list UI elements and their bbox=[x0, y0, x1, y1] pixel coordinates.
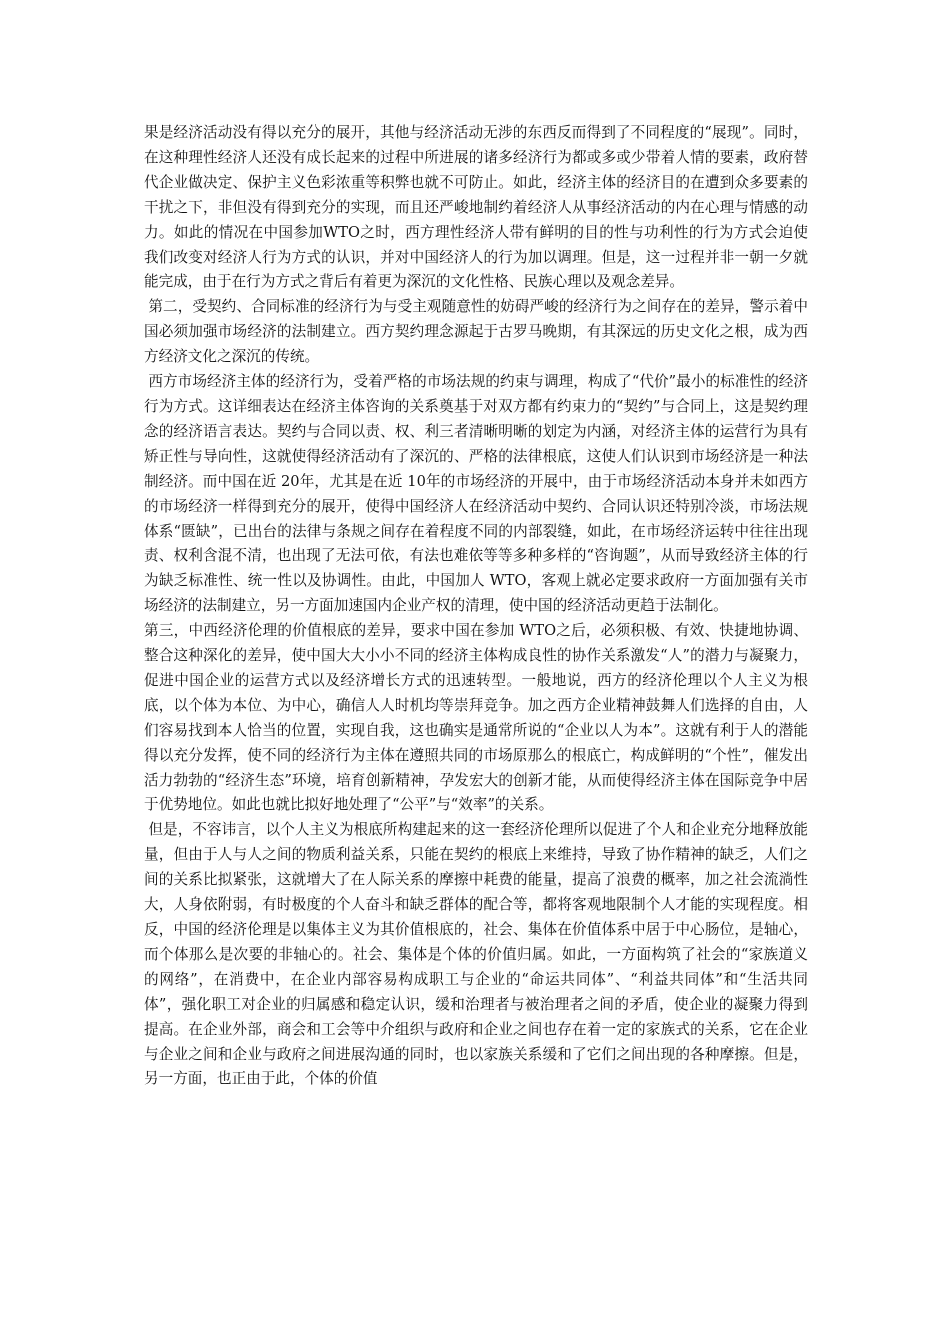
paragraph-4: 第三，中西经济伦理的价值根底的差异，要求中国在参加 WTO之后，必须积极、有效、快捷地协调、整合这种深化的差异，使中国大大小小不同的经济主体构成良性的协作关系激发“人”的潜力与凝聚力，促进中国企业的运营方式以及经济增长方式的迅速转型。一般地说，西方的经济伦理以个人主义为根底，以个体为本位、为中心，确信人人时机均等崇拜竞争。加之西方企业精神鼓舞人们选择的自由，人们容易找到本人恰当的位置，实现自我，这也确实是通常所说的“企业以人为本”。这就有利于人的潜能得以充分发挥，使不同的经济行为主体在遵照共同的市场原那么的根底亡，构成鲜明的“个性”，催发出活力勃勃的“经济生态”环境，培育创新精神，孕发宏大的创新才能，从而使得经济主体在国际竞争中居于优势地位。如此也就比拟好地处理了“公平”与“效率”的关系。 bbox=[144, 622, 808, 814]
paragraph-1: 果是经济活动没有得以充分的展开，其他与经济活动无涉的东西反而得到了不同程度的“展现”。同时，在这种理性经济人还没有成长起来的过程中所进展的诸多经济行为都或多或少带着人情的要素，政府替代企业做决定、保护主义色彩浓重等积弊也就不可防止。如此，经济主体的经济目的在遭到众多要素的干扰之下，非但没有得到充分的实现，而且还严峻地制约着经济人从事经济活动的内在心理与情感的动力。如此的情况在中国参加WTO之时，西方理性经济人带有鲜明的目的性与功利性的行为方式会迫使我们改变对经济人行为方式的认识，并对中国经济人的行为加以调理。但是，这一过程并非一朝一夕就能完成，由于在行为方式之背后有着更为深沉的文化性格、民族心理以及观念差异。 bbox=[144, 124, 808, 291]
paragraph-5: 但是，不容讳言，以个人主义为根底所构建起来的这一套经济伦理所以促进了个人和企业充分地释放能量，但由于人与人之间的物质利益关系，只能在契约的根底上来维持，导致了协作精神的缺乏，人们之间的关系比拟紧张，这就增大了在人际关系的摩擦中耗费的能量，提高了浪费的概率，加之社会流淌性大，人身依附弱，有时极度的个人奋斗和缺乏群体的配合等，都将客观地限制个人才能的实现程度。相反，中国的经济伦理是以集体主义为其价值根底的，社会、集体在价值体系中居于中心肠位，是轴心，而个体那么是次要的非轴心的。社会、集体是个体的价值归属。如此，一方面构筑了社会的“家族道义的网络”，在消费中，在企业内部容易构成职工与企业的“命运共同体”、“利益共同体”和“生活共同体”，强化职工对企业的归属感和稳定认识，缓和治理者与被治理者之间的矛盾，使企业的凝聚力得到提高。在企业外部，商会和工会等中介组织与政府和企业之间也存在着一定的家族式的关系，它在企业与企业之间和企业与政府之间进展沟通的同时，也以家族关系缓和了它们之间出现的各种摩擦。但是，另一方面，也正由于此，个体的价值 bbox=[144, 821, 808, 1088]
paragraph-2: 第二，受契约、合同标准的经济行为与受主观随意性的妨碍严峻的经济行为之间存在的差异，警示着中国必须加强市场经济的法制建立。西方契约理念源起于古罗马晚期，有其深远的历史文化之根，成为西方经济文化之深沉的传统。 bbox=[144, 298, 808, 366]
paragraph-3: 西方市场经济主体的经济行为，受着严格的市场法规的约束与调理，构成了“代价”最小的标准性的经济行为方式。这详细表达在经济主体咨询的关系奠基于对双方都有约束力的“契约”与合同上，这是契约理念的经济语言表达。契约与合同以责、权、利三者清晰明晰的划定为内涵，对经济主体的运营行为具有矫正性与导向性，这就使得经济活动有了深沉的、严格的法律根底，这使人们认识到市场经济是一种法制经济。而中国在近 20年，尤其是在近 10年的市场经济的开展中，由于市场经济活动本身并未如西方的市场经济一样得到充分的展开，使得中国经济人在经济活动中契约、合同认识还特别冷淡，市场法规体系“匮缺”，已出台的法律与条规之间存在着程度不同的内部裂缝，如此，在市场经济运转中往往出现责、权利含混不清，也出现了无法可依，有法也难依等等多种多样的“咨询题”，从而导致经济主体的行为缺乏标准性、统一性以及协调性。由此，中国加人 WTO，客观上就必定要求政府一方面加强有关市场经济的法制建立，另一方面加速国内企业产权的清理，使中国的经济活动更趋于法制化。 bbox=[144, 373, 808, 615]
document-body bbox=[144, 121, 808, 1092]
